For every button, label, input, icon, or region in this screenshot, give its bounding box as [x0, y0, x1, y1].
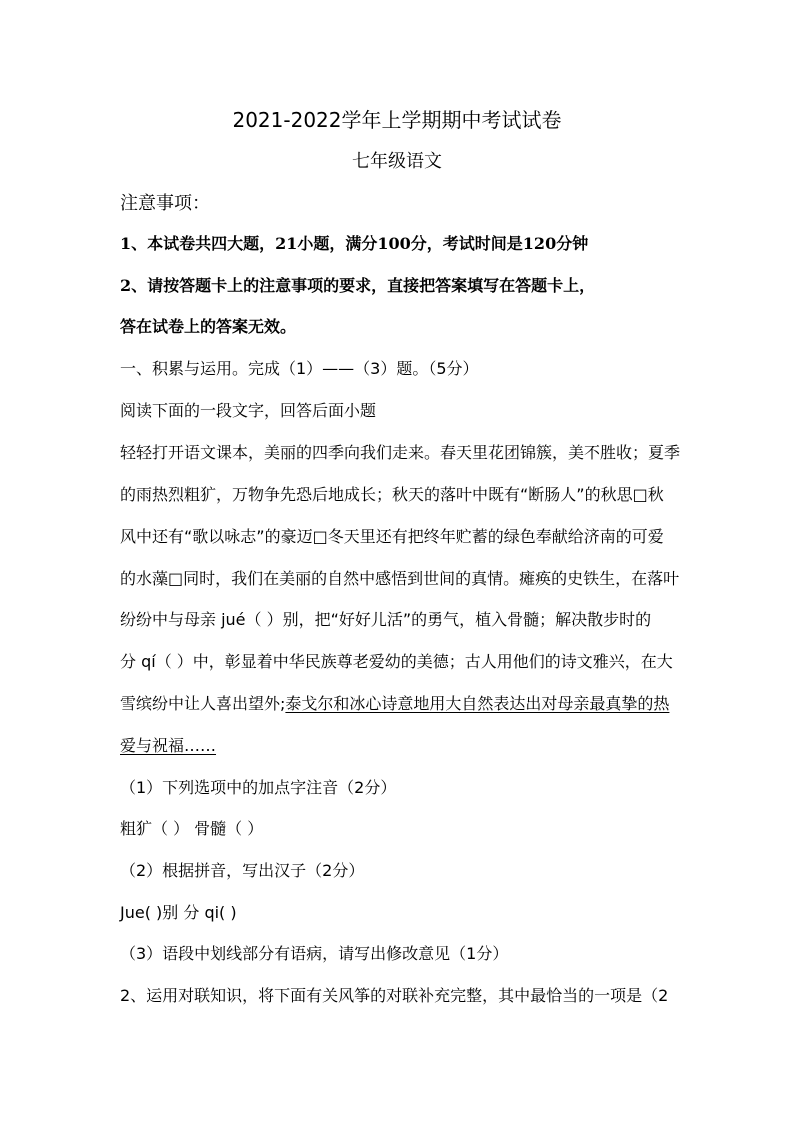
passage-line: 的水藻□同时，我们在美丽的自然中感悟到世间的真情。瘫痪的史铁生，在落叶: [120, 569, 680, 588]
passage-line: 纷纷中与母亲 jué（ ）别，把“好好儿活”的勇气，植入骨髓；解决散步时的: [120, 610, 652, 629]
passage-underlined-text-end: 爱与祝福……: [120, 736, 217, 755]
notice-item-2-line-1: 2、请按答题卡上的注意事项的要求，直接把答案填写在答题卡上，: [120, 276, 596, 295]
passage-line: 轻轻打开语文课本，美丽的四季向我们走来。春天里花团锦簇，美不胜收；夏季: [120, 443, 681, 462]
section-1-heading: 一、积累与运用。完成（1）——（3）题。（5分）: [120, 359, 479, 378]
question-2-blanks: Jue( )别 分 qi( ): [120, 903, 237, 922]
passage-line: [120, 736, 680, 756]
notice-item-2-line-2: 答在试卷上的答案无效。: [120, 317, 297, 336]
passage-line: 风中还有“歌以咏志”的豪迈□冬天里还有把终年贮蓄的绿色奉献给济南的可爱: [120, 527, 664, 546]
passage-line: 分 qí（ ）中，彰显着中华民族尊老爱幼的美德；古人用他们的诗文雅兴，在大: [120, 652, 673, 671]
exam-subtitle: 七年级语文: [352, 151, 442, 172]
passage-plain-text: 雪缤纷中让人喜出望外;: [120, 694, 286, 713]
passage-line: 的雨热烈粗犷，万物争先恐后地成长；秋天的落叶中既有“断肠人”的秋思□秋: [120, 485, 664, 504]
question-3: （3）语段中划线部分有语病，请写出修改意见（1分）: [120, 944, 509, 963]
question-1-blanks: 粗犷（ ） 骨髓（ ）: [120, 819, 264, 838]
section-2-question: 2、运用对联知识，将下面有关风筝的对联补充完整，其中最恰当的一项是（2: [120, 986, 669, 1005]
section-1-instruction: 阅读下面的一段文字，回答后面小题: [120, 401, 377, 420]
question-1: （1）下列选项中的加点字注音（2分）: [120, 778, 397, 797]
exam-title: 2021-2022学年上学期期中考试试卷: [232, 108, 562, 132]
notice-item-1: 1、本试卷共四大题，21小题，满分100分，考试时间是120分钟: [120, 234, 589, 253]
passage-line: [120, 694, 680, 714]
passage-underlined-text: 泰戈尔和冰心诗意地用大自然表达出对母亲最真挚的热: [285, 694, 670, 713]
notice-heading: 注意事项：: [120, 193, 210, 214]
question-2: （2）根据拼音，写出汉子（2分）: [120, 861, 365, 880]
